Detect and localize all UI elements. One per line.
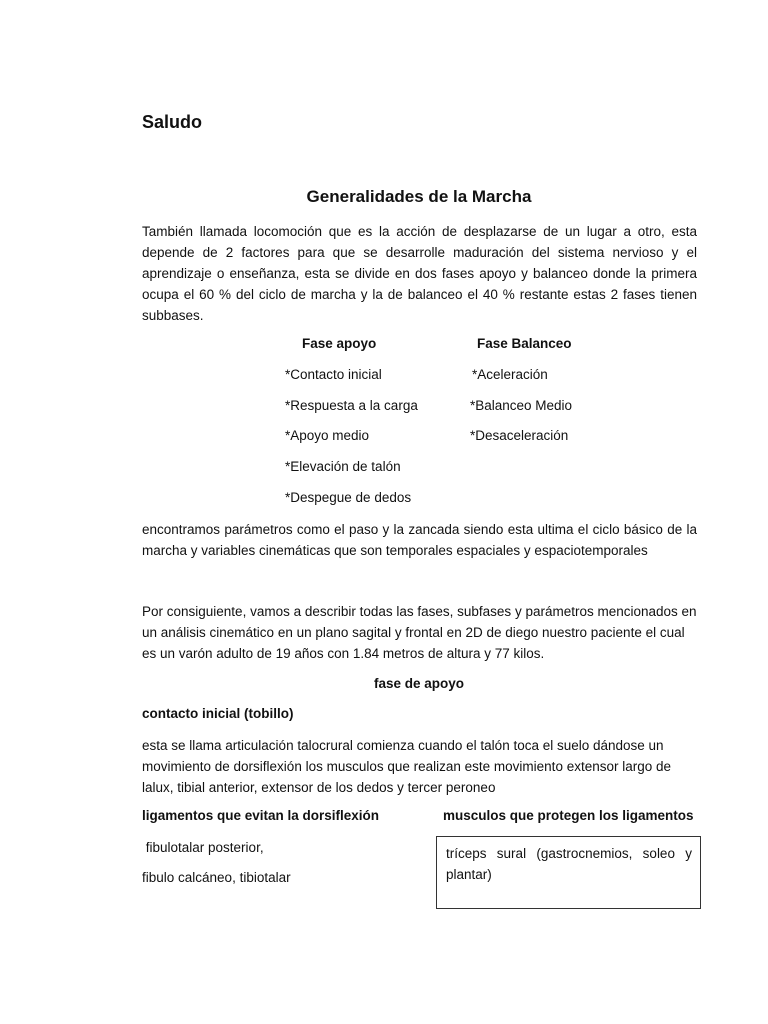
- swing-item: *Balanceo Medio: [470, 398, 573, 413]
- parameters-paragraph: encontramos parámetros como el paso y la zancada siendo esta ultima el ciclo básico de la marcha y variables cinemáticas que son temporales espaciales y espaciotemporales: [142, 522, 697, 558]
- page-title: Generalidades de la Marcha: [306, 187, 532, 206]
- ligament-item: fibulotalar posterior,: [142, 840, 264, 855]
- intro-paragraph: También llamada locomoción que es la acción de desplazarse de un lugar a otro, esta depende de 2 factores para que se desarrolle maduración del sistema nervioso y el aprendizaje o enseñanza, esta se divide en dos fases apoyo y balanceo donde la primera ocupa el 60 % del ciclo de marcha y la de balanceo el 40 % restante estas 2 fases tienen subbases.: [142, 224, 697, 323]
- stance-item: *Apoyo medio: [285, 428, 370, 443]
- muscles-text-box: [436, 836, 701, 909]
- muscles-box-text: tríceps sural (gastrocnemios, soleo y plantar): [446, 846, 692, 882]
- ligament-item: fibulo calcáneo, tibiotalar: [142, 870, 291, 885]
- swing-phase-heading: Fase Balanceo: [477, 336, 572, 351]
- ligaments-heading: ligamentos que evitan la dorsiflexión: [142, 808, 380, 823]
- stance-section-heading: fase de apoyo: [373, 676, 465, 691]
- greeting-heading: Saludo: [142, 112, 203, 132]
- muscles-heading: musculos que protegen los ligamentos: [443, 808, 694, 823]
- stance-item: *Elevación de talón: [285, 459, 401, 474]
- stance-item: *Despegue de dedos: [285, 490, 412, 505]
- initial-contact-paragraph: esta se llama articulación talocrural comienza cuando el talón toca el suelo dándose un movimiento de dorsiflexión los musculos que realizan este movimiento extensor largo de lalux, tibial anterior, extensor de los dedos y tercer peroneo: [142, 738, 672, 795]
- swing-item: *Desaceleración: [470, 428, 569, 443]
- analysis-paragraph: Por consiguiente, vamos a describir todas las fases, subfases y parámetros mencionados en un análisis cinemático en un plano sagital y frontal en 2D de diego nuestro paciente el cual es un varón adulto de 19 años con 1.84 metros de altura y 77 kilos.: [142, 604, 697, 661]
- stance-phase-heading: Fase apoyo: [302, 336, 377, 351]
- stance-item: *Contacto inicial: [285, 367, 382, 382]
- stance-item: *Respuesta a la carga: [285, 398, 418, 413]
- swing-item: *Aceleración: [472, 367, 548, 382]
- initial-contact-heading: contacto inicial (tobillo): [142, 706, 294, 721]
